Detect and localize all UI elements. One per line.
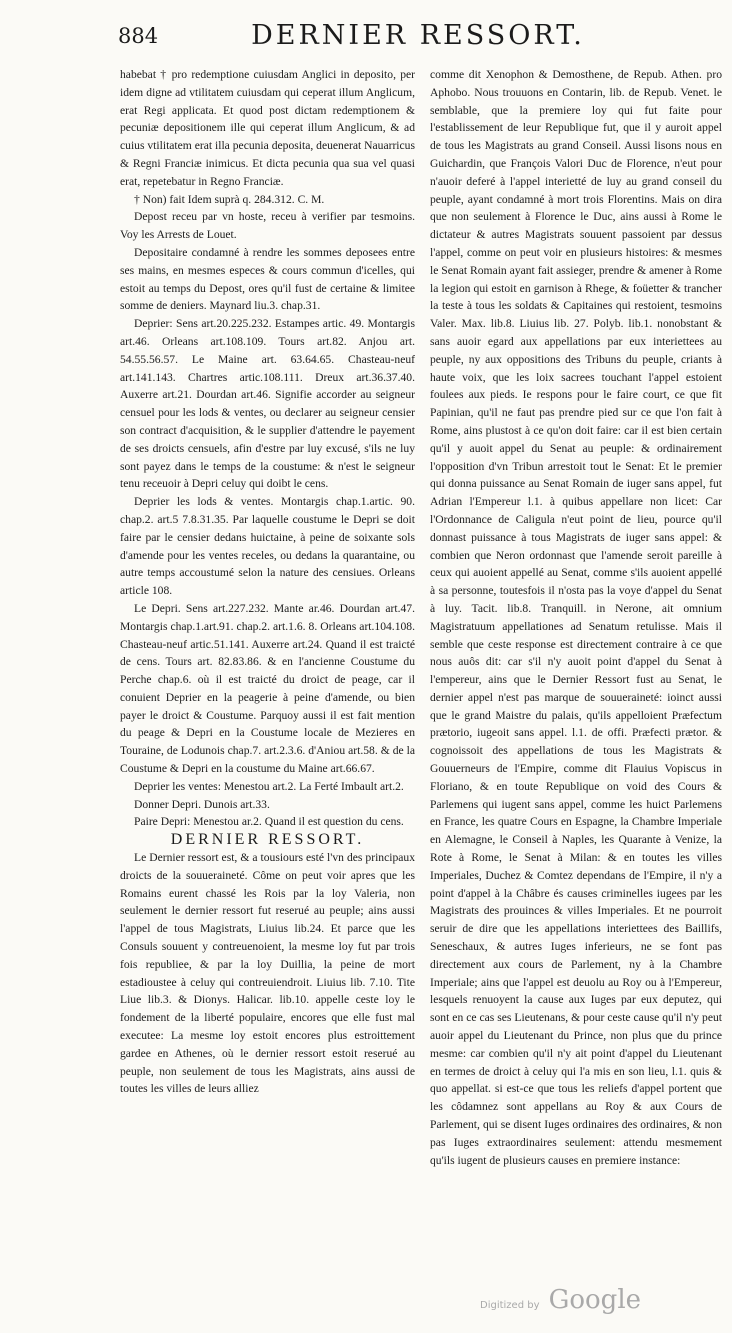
- left-paragraph-11: Le Dernier ressort est, & a tousiours esté l'vn des principaux droicts de la souueraineté. Côme on peut voir apres que les Romains eurent chassé les Rois par la loy Valeria, non seulement le dernier ressort fut reserué au peuple; ains aussi l'appel de tous Magistrats, Liuius lib.24. Et parce que les Consuls souuent y contreuenoient, la mesme loy fut par trois fois republiee, & par la loy Duillia, la peine de mort estadioustee à celuy qui contreuiendroit. Liuius lib. 7.10. Tite Liue lib.3. & Dionys. Halicar. lib.10. appelle ceste loy le fondement de la liberté populaire, encores que elle fust mal executee: La mesme loy estoit encores plus estroittement gardee en Athenes, où le dernier ressort estoit reserué au peuple, non seulement de tous les Magistrats, ains aussi de toutes les villes de leurs alliez: [120, 851, 415, 1096]
- left-paragraph-10: Paire Depri: Menestou ar.2. Quand il est question du cens.: [134, 815, 404, 829]
- left-paragraph-1: habebat † pro redemptione cuiusdam Anglici in deposito, per idem digne ad vtilitatem cuiusdam qui ceperat illum Anglicum, erat Regi applicata. Et quod post dictam redemptionem & pecuniæ depositionem ille qui ceperat illum Anglicum, & ad cuius vtilitatem erat illa pecunia deposita, deuenerat Nauarricus & Regni Franciæ inimicus. Et dicta pecunia qua sua vel quasi erat, repetebatur in Regno Franciæ.: [120, 68, 415, 188]
- right-paragraph-1: comme dit Xenophon & Demosthene, de Repub. Athen. pro Aphobo. Nous trouuons en Contarin, lib. de Repub. Venet. le semblable, que la premiere loy qui fut faite pour l'establissement de leur Republique fut, que il y auroit appel de tous les Magistrats au grand Conseil. Aussi lisons nous en Guichardin, que François Valori Duc de Florence, n'eut pour n'auoir deferé à l'appel interietté de luy au grand conseil du peuple, ayant condamné à mort trois Florentins. Mais on dira que non seulement à Florence le Duc, ains aussi à Rome le dictateur & autres Magistrats souuent passoient par dessus l'appel, comme on peut voir en plusieurs histoires: & mesmes le Senat Romain ayant fait assieger, prendre & amener à Rome la legion qui estoit en garnison à Rhege, & foüetter & trancher la teste à tous les soldats & Capitaines qui restoient, tesmoins Valer. Max. lib.8. Liuius lib. 27. Polyb. lib.1. nonobstant & sans auoir egard aux appellations par eux interiettees au peuple, ny aux oppositions des Tribuns du peuple, criants à haute voix, que les loix sacrees touchant l'appel estoient foulees aux pieds. Ie respons pour le faire court, ce que fit Papinian, qu'il ne faut pas prendre pied sur ce que l'on fait à Rome, ains plustost à ce qu'on doit faire: car il est bien certain qu'il y auoit appel du Senat au peuple: & ordinairement l'opposition d'vn Tribun arrestoit tout le Senat: Et le premier qui donna puissance au Senat Romain de iuger sans appel, fut Adrian l'Empereur l.1. à quibus appellare non licet: Car l'Ordonnance de Caligula n'eut point de lieu, pource qu'il donnast puissance à tous Magistrats de iuger sans appel: & combien que Neron ordonnast que l'amende seroit pareille à ceux qui auoient appellé au Senat, comme s'ils auoient appellé à sa personne, toutesfois il n'osta pas la voye d'appel du Senat à luy. Tacit. lib.8. Tranquill. in Nerone, ait omnium Magistratuum appellationes ad Senatum retulisse. Mais il semble que ceste response est directement contraire à ce que nous auôs dit: car s'il n'y auoit point d'appel du Senat à l'empereur, ains que le Dernier Ressort fust au Senat, le dernier appel n'est pas marque de souueraineté: ioinct aussi que le grand Maistre du palais, qu'ils appelloient Præfectum prætorio, iugeoit sans appel. l.1. de offi. Præfecti prætor. & cognoissoit des appellations de tous les Magistrats & Gouuerneurs de l'Empire, comme dit Flauius Vopiscus in Floriano, & en toute Republique on void des Cours & Parlemens qui iugent sans appel, comme les huict Parlemens en France, les quatre Cours en Espagne, la Chambre Imperiale en Alemagne, le Conseil à Naples, les Quarante à Venize, la Rote à Rome, le Senat à Milan: & en toutes les villes Imperiales, Duchez & Comtez dependans de l'Empire, il n'y a point d'appel à la Châbre és causes criminelles iugees par les Magistrats des prouinces & villes Imperiales. Et ne pourroit seruir de dire que les appellations interiettees des Baillifs, Seneschaux, & autres Iuges inferieurs, ne se font pas directement aux cours de Parlement, ny à la Chambre Imperiale; ains que l'appel est deuolu au Roy ou à l'Empereur, lesquels renuoyent la cause aux Iuges par eux deputez, qui sont en ce cas ses Lieutenans, & pour ceste cause qu'il n'y peut auoir appel du Lieutenant du Prince, non plus que du prince mesme: car combien qu'il n'y ait point d'appel du Lieutenant en termes de droict à celuy qui l'a mis en son lieu, l.1. quis & quo appellat. si est-ce que tous les reliefs d'appel portent que les côdamnez sont appellans au Roy & aux Cours de Parlement, qui se disent Iuges ordinaires des ordinaires, & non pas Iuges extraordinaires seulement: attendu mesmement qu'ils iugent de plusieurs causes en premiere instance:: [430, 68, 722, 1167]
- left-paragraph-6: Deprier les lods & ventes. Montargis chap.1.artic. 90. chap.2. art.5 7.8.31.35. Par laquelle coustume le Depri se doit faire par le censier dedans huictaine, à peine de soixante sols d'amende pour les ventes receles, ou dedans la quarantaine, ou autre temps accoustumé selon la nature des censiues. Orleans article 108.: [120, 495, 415, 598]
- running-title: DERNIER RESSORT.: [251, 20, 585, 51]
- left-column: [120, 66, 415, 1271]
- page-header: [118, 18, 718, 58]
- page-number: 884: [118, 24, 159, 48]
- left-paragraph-3: Depost receu par vn hoste, receu à verifier par tesmoins. Voy les Arrests de Louet.: [120, 210, 415, 242]
- left-paragraph-4: Depositaire condamné à rendre les sommes deposees entre ses mains, en mesmes especes & cours commun d'icelles, qui estoit au temps du Depost, ores qu'il fust de certaine & limitee somme de deniers. Maynard liu.3. chap.31.: [120, 245, 415, 313]
- right-column: [430, 66, 722, 1271]
- left-paragraph-5: Deprier: Sens art.20.225.232. Estampes artic. 49. Montargis art.46. Orleans art.108.109. Tours art.82. Anjou art. 54.55.56.57. Le Maine art. 63.64.65. Chasteau-neuf art.141.143. Chartres artic.108.111. Dreux art.36.37.40. Auxerre art.21. Dourdan art.46. Signifie accorder au seigneur censuel pour les lods & ventes, ou declarer au seigneur censier son contract d'acquisition, & le supplier d'attendre le payement de ses droicts censuels, afin d'estre par luy excusé, s'ils ne luy sont payez dans le temps de la coustume: & n'est le seigneur tenu receuoir à Depri celuy qui doibt le cens.: [120, 317, 415, 491]
- digitized-label: Digitized by: [480, 1300, 540, 1311]
- left-paragraph-9: Donner Depri. Dunois art.33.: [134, 797, 270, 811]
- section-heading: DERNIER RESSORT.: [170, 831, 365, 849]
- digitized-watermark: [480, 1285, 641, 1315]
- left-paragraph-7: Le Depri. Sens art.227.232. Mante ar.46. Dourdan art.47. Montargis chap.1.art.91. chap.2. art.1.6. 8. Orleans art.104.108. Chasteau-neuf artic.51.141. Auxerre art.24. Quand il est traicté de cens. Tours art. 82.83.86. & en l'ancienne Coustume du Perche chap.6. où il est traicté du droict de peage, car il conuient Deprier en la peagerie à peine d'amende, ou bien payer le droict & Coustume. Parquoy aussi il est fait mention du peage & Depri en la Coustume locale de Mezieres en Touraine, de Lodunois chap.7. art.2.3.6. d'Aniou art.58. & de la Coustume & Depri en la coustume du Maine art.66.67.: [120, 601, 415, 776]
- left-paragraph-2: † Non) fait Idem suprà q. 284.312. C. M.: [134, 192, 325, 206]
- google-logo: Google: [548, 1285, 642, 1315]
- left-paragraph-8: Deprier les ventes: Menestou art.2. La Ferté Imbault art.2.: [134, 779, 404, 793]
